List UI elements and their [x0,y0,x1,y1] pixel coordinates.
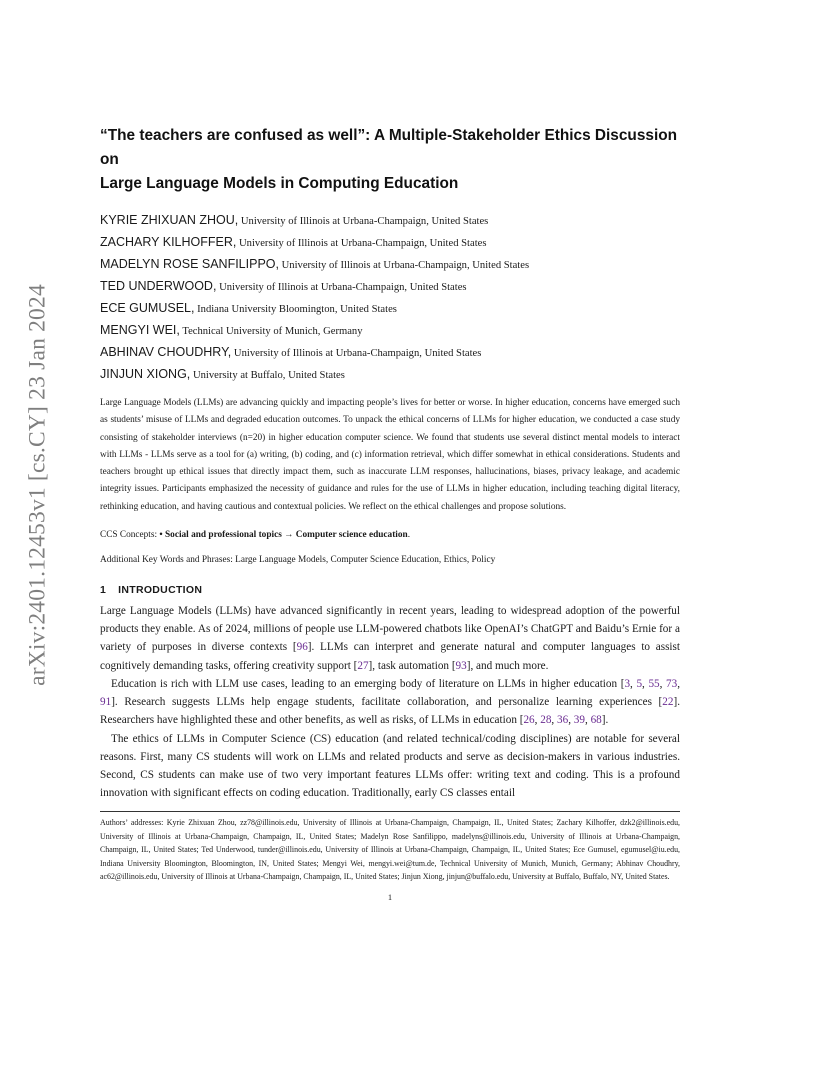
citation-link[interactable]: 22 [662,696,674,709]
text-run: , [642,677,649,690]
text-run: , [677,677,681,690]
abstract: Large Language Models (LLMs) are advancing quickly and impacting people’s lives for better or worse. In higher education, concerns have emerged such as students’ misuse of LLMs and degraded education outcomes. To unpack the ethical concerns of LLMs for higher education, we conducted a case study consisting of stakeholder interviews (n=20) in higher education computer science. We found that students use several distinct mental models to interact with LLMs - LLMs serve as a tool for (a) writing, (b) coding, and (c) information retrieval, which differ somewhat in ethical considerations. Students and teachers brought up ethical issues that directly impact them, such as inaccurate LLM responses, hallucinations, biases, privacy leakage, and academic integrity issues. Participants emphasized the necessity of guidance and rules for the use of LLMs in higher education, including teaching digital literacy, rethinking education, and having cautious and contextual policies. We reflect on the ethical challenges and propose solutions. [100,398,680,512]
author-entry [100,209,680,231]
author-affiliation: University of Illinois at Urbana-Champaign, United States [278,260,530,271]
ccs-period: . [407,530,411,541]
author-entry [100,341,680,363]
author-name: ZACHARY KILHOFFER, [100,235,237,249]
author-entry [100,319,680,341]
text-run: , [630,677,637,690]
author-entry [100,297,680,319]
ccs-topic: Social and professional topics [165,530,282,541]
section-heading [100,584,680,596]
author-name: ABHINAV CHOUDHRY, [100,345,232,359]
text-run: ], task automation [ [368,659,456,672]
author-affiliation: Indiana University Bloomington, United States [194,304,397,315]
text-run: ]. [601,714,609,727]
author-affiliation: University of Illinois at Urbana-Champaign, United States [216,282,467,293]
author-name: MADELYN ROSE SANFILIPPO, [100,257,279,271]
text-run: , [534,714,541,727]
citation-link[interactable]: 27 [357,659,369,672]
ccs-bullet: • [159,530,165,541]
ccs-concepts [100,528,680,542]
author-name: ECE GUMUSEL, [100,301,195,315]
citation-link[interactable]: 3 [624,677,631,690]
authors-addresses-footnote: Authors’ addresses: Kyrie Zhixuan Zhou, zz78@illinois.edu, University of Illinois at Urbana-Champaign, Champaign, IL, United States; Zachary Kilhoffer, dzk2@illinois.edu, University of Illinois at Urbana-Champaign, Champaign, IL, United States; Madelyn Rose Sanfilippo, madelyns@illinois.edu, University of Illinois at Urbana-Champaign, Champaign, IL, United States; Ted Underwood, tunder@illinois.edu, University of Illinois at Urbana-Champaign, Champaign, IL, United States; Ece Gumusel, egumusel@iu.edu, Indiana University Bloomington, Bloomington, IN, United States; Mengyi Wei, mengyi.wei@tum.de, Technical University of Munich, Munich, Germany; Abhinav Choudhry, ac62@illinois.edu, University of Illinois at Urbana-Champaign, Champaign, IL, United States; Jinjun Xiong, jinjun@buffalo.edu, University at Buffalo, Buffalo, NY, United States. [100,818,680,882]
text-run: , [551,714,558,727]
author-affiliation: University of Illinois at Urbana-Champaign, United States [231,348,482,359]
citation-link[interactable]: 36 [557,714,569,727]
citation-link[interactable]: 68 [590,714,602,727]
author-name: KYRIE ZHIXUAN ZHOU, [100,213,239,227]
text-run: ]. Researchers have highlighted these and other benefits, as well as risks, of LLMs in education [ [100,696,680,727]
text-run: ]. Research suggests LLMs help engage students, facilitate collaboration, and personalize learning experiences [ [111,696,663,709]
citation-link[interactable]: 55 [648,677,660,690]
paragraph-3: The ethics of LLMs in Computer Science (CS) education (and related technical/coding disciplines) are notable for several reasons. First, many CS students will work on LLMs and related products and serve as decision-makers in various industries. Second, CS students can make use of two very important features LLMs offer: writing text and coding. This is a profound innovation with significant effects on coding education. Traditionally, early CS classes entail [100,732,680,800]
paragraph-1 [100,602,680,675]
citation-link[interactable]: 26 [523,714,535,727]
author-entry [100,231,680,253]
text-run: ]. LLMs can interpret and generate natural and computer languages to assist cognitively demanding tasks, offering creativity support [ [100,641,681,672]
text-run: Large Language Models (LLMs) have advanced significantly in recent years, leading to widespread adoption of the powerful products they enable. As of 2024, millions of people use LLM-powered chatbots like OpenAI’s ChatGPT and Baidu’s Ernie for a variety of purposes in diverse contexts [ [100,605,680,654]
author-entry [100,253,680,275]
title-line-1: “The teachers are confused as well”: A Multiple-Stakeholder Ethics Discussion on [100,127,678,168]
footnote-divider [100,811,680,812]
paper-title [100,124,680,196]
author-affiliation: Technical University of Munich, Germany [179,326,363,337]
author-name: TED UNDERWOOD, [100,279,217,293]
author-affiliation: University of Illinois at Urbana-Champaign, United States [236,238,487,249]
ccs-concept: Computer science education [295,530,408,541]
text-run: , [568,714,574,727]
citation-link[interactable]: 28 [540,714,552,727]
author-affiliation: University at Buffalo, United States [190,370,345,381]
text-run: ], and much more. [466,659,549,672]
author-entry [100,275,680,297]
author-list [100,209,680,385]
page-number: 1 [387,892,393,902]
author-name: JINJUN XIONG, [100,367,191,381]
title-line-2: Large Language Models in Computing Education [100,175,459,192]
ccs-arrow: → [281,530,296,541]
author-entry [100,363,680,385]
citation-link[interactable]: 93 [455,659,467,672]
arxiv-identifier: arXiv:2401.12453v1 [cs.CY] 23 Jan 2024 [24,284,51,686]
section-number: 1 [100,584,107,597]
arxiv-sidebar-watermark [22,284,54,686]
section-body [100,602,680,802]
ccs-label: CCS Concepts: [100,530,160,541]
section-title: INTRODUCTION [118,584,203,597]
keywords: Additional Key Words and Phrases: Large Language Models, Computer Science Education, Ethics, Policy [100,555,496,566]
citation-link[interactable]: 5 [636,677,643,690]
author-affiliation: University of Illinois at Urbana-Champaign, United States [238,216,489,227]
paper-page [100,124,680,884]
paragraph-2 [100,675,680,730]
text-run: , [584,714,591,727]
author-name: MENGYI WEI, [100,323,180,337]
citation-link[interactable]: 39 [573,714,585,727]
text-run: , [659,677,667,690]
citation-link[interactable]: 96 [296,641,308,654]
text-run: Education is rich with LLM use cases, leading to an emerging body of literature on LLMs in higher education [ [111,677,625,690]
citation-link[interactable]: 73 [666,677,678,690]
citation-link[interactable]: 91 [100,696,112,709]
